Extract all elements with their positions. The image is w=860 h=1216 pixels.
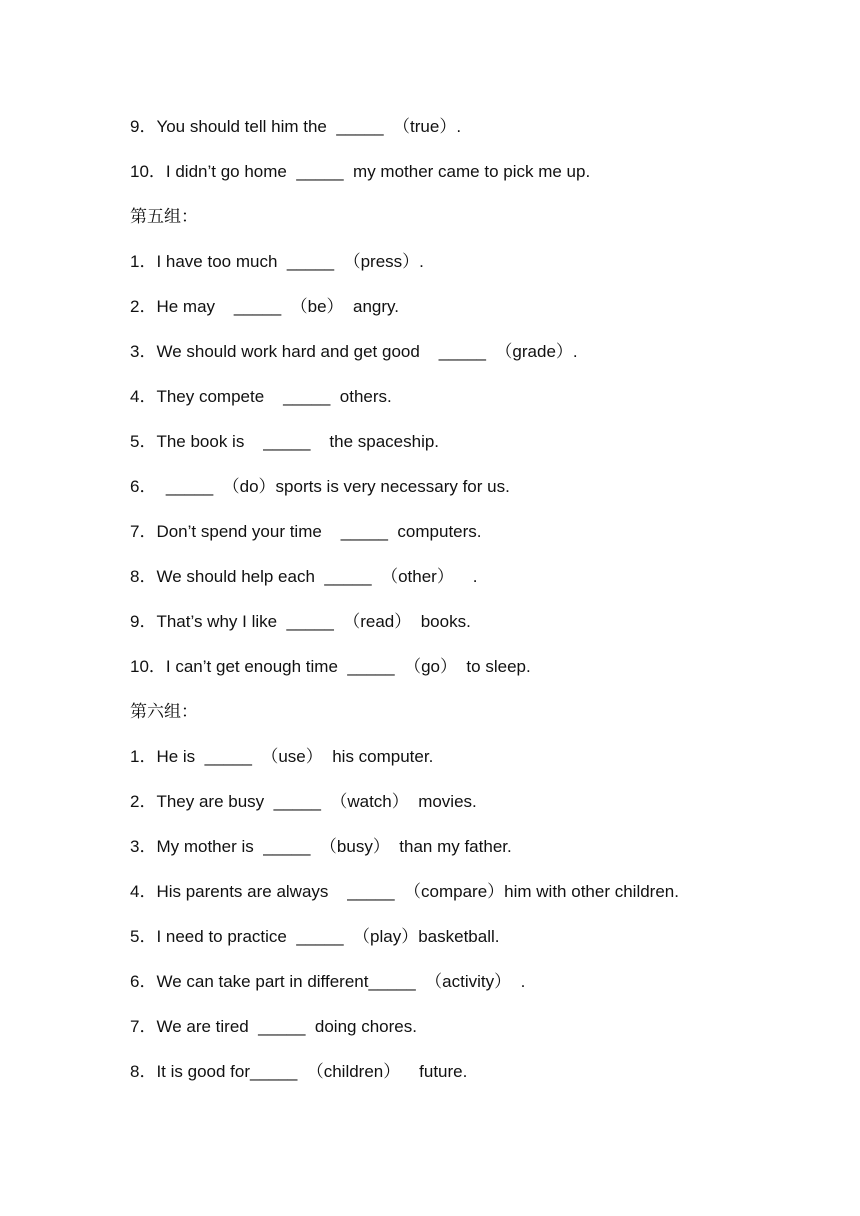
group-5-item-5: 5．The book is _____ the spaceship. bbox=[130, 432, 440, 451]
group-6-item-2: 2．They are busy _____ （watch） movies. bbox=[130, 792, 477, 811]
group-5-item-4: 4．They compete _____ others. bbox=[130, 387, 392, 406]
group-6-item-7: 7．We are tired _____ doing chores. bbox=[130, 1017, 417, 1036]
group-5-item-1: 1．I have too much _____ （press）. bbox=[130, 252, 424, 271]
group-5-item-8: 8．We should help each _____ （other） . bbox=[130, 567, 478, 586]
group-6-heading: 第六组： bbox=[130, 702, 198, 722]
group-6-item-3: 3．My mother is _____ （busy） than my father. bbox=[130, 837, 512, 856]
group-6-item-1: 1．He is _____ （use） his computer. bbox=[130, 747, 434, 766]
group-5-item-10: 10．I can’t get enough time _____ （go） to sleep. bbox=[130, 657, 531, 676]
exercise-item-10: 10．I didn’t go home _____ my mother came to pick me up. bbox=[130, 162, 591, 181]
group-6-item-6: 6．We can take part in different_____ （activity） . bbox=[130, 972, 526, 991]
group-6-item-5: 5．I need to practice _____ （play）basketball. bbox=[130, 927, 500, 946]
group-5-item-9: 9．That’s why I like _____ （read） books. bbox=[130, 612, 471, 631]
group-6-item-4: 4．His parents are always _____ （compare）him with other children. bbox=[130, 882, 679, 901]
group-5-heading: 第五组： bbox=[130, 207, 198, 227]
group-5-item-7: 7．Don’t spend your time _____ computers. bbox=[130, 522, 482, 541]
group-6-item-8: 8．It is good for_____ （children） future. bbox=[130, 1062, 468, 1081]
group-5-item-3: 3．We should work hard and get good _____ （grade）. bbox=[130, 342, 578, 361]
exercise-item-9: 9．You should tell him the _____ （true）. bbox=[130, 117, 462, 136]
group-5-item-6: 6． _____ （do）sports is very necessary for us. bbox=[130, 477, 510, 496]
group-5-item-2: 2．He may _____ （be） angry. bbox=[130, 297, 399, 316]
